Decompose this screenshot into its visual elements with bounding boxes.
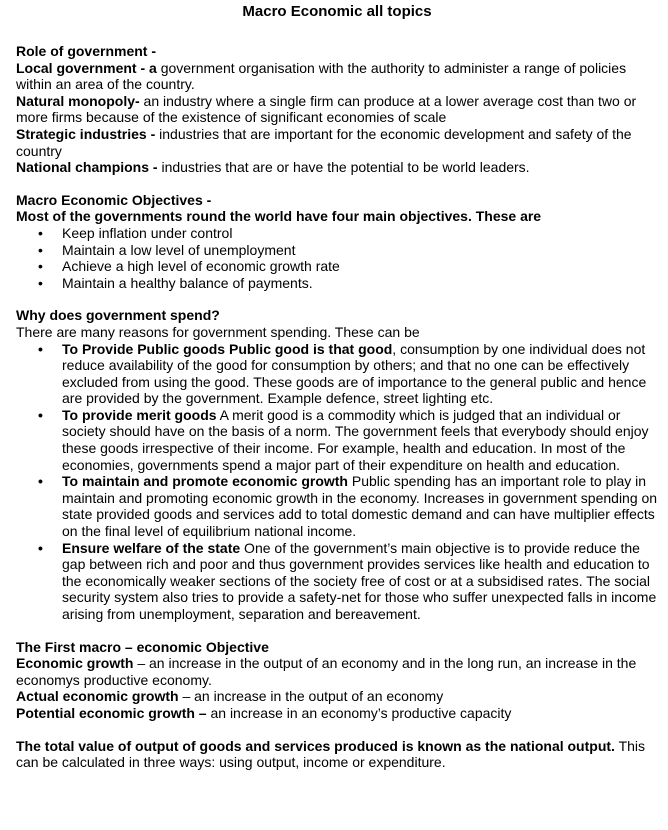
- reason-text: One of the government’s main objective is to provide reduce the gap between rich and poor and thus government provides services like health and education to the economically weaker sections of the society free of cost or at a subsidised rates. The social security system also tries to provide a safety-net for those who suffer unexpected falls in income arising from unemployment, separation and bereavement.: [62, 539, 657, 622]
- document-title: Macro Economic all topics: [242, 3, 432, 20]
- definition-strategic-industries: [16, 126, 658, 159]
- definition-text: industries that are important for the economic development and safety of the country: [16, 125, 632, 159]
- definition-term: Actual economic growth: [16, 688, 179, 705]
- definition-text: an industry where a single firm can produce at a lower average cost than two or more firms because of the existence of significant economies of scale: [16, 92, 637, 126]
- definition-natural-monopoly: [16, 93, 658, 126]
- list-item: [16, 473, 658, 539]
- reason-term: To maintain and promote economic growth: [62, 473, 348, 490]
- definition-local-government: [16, 60, 658, 93]
- objectives-heading: Macro Economic Objectives -: [16, 191, 212, 208]
- definition-economic-growth: [16, 655, 658, 688]
- national-output-text: This can be calculated in three ways: using output, income or expenditure.: [16, 737, 646, 771]
- definition-term: Local government - a: [16, 59, 157, 76]
- national-output-paragraph: [16, 738, 658, 771]
- list-item: • Keep inflation under control: [16, 225, 658, 242]
- objectives-intro: Most of the governments round the world have four main objectives. These are: [16, 208, 542, 225]
- first-objective-heading: The First macro – economic Objective: [16, 638, 269, 655]
- definition-text: – an increase in the output of an economy and in the long run, an increase in the economys productive economy.: [16, 655, 637, 688]
- reason-term: Ensure welfare of the state: [62, 539, 241, 556]
- definition-term: Potential economic growth –: [16, 704, 207, 721]
- definition-term: Economic growth: [16, 655, 134, 672]
- reason-text: , consumption by one individual does not reduce availability of the good for consumption by others; and that no one can be effectively excluded from using the good. These goods are of importance to the general public and hence are provided by the government. Example defence, street lighting etc.: [62, 340, 647, 407]
- definition-actual-growth: [16, 688, 658, 705]
- reason-text: Public spending has an important role to play in maintain and promoting economic growth in the economy. Increases in government spending on state provided goods and services add to total domestic demand and can have multiplier effects on the final level of equilibrium national income.: [62, 473, 658, 540]
- objectives-list: [16, 225, 658, 291]
- national-output-term: The total value of output of goods and services produced is known as the national output.: [16, 737, 615, 754]
- definition-potential-growth: [16, 705, 658, 722]
- reason-term: To provide merit goods: [62, 406, 217, 423]
- spend-reasons-list: [16, 341, 658, 623]
- definition-term: National champions -: [16, 159, 158, 176]
- spend-intro: There are many reasons for government spending. These can be: [16, 323, 420, 340]
- definition-text: an increase in an economy’s productive capacity: [206, 704, 512, 721]
- reason-term: To Provide Public goods Public good is that good: [62, 340, 393, 357]
- definition-text: government organisation with the authority to administer a range of policies within an area of the country.: [16, 59, 627, 93]
- role-heading: Role of government -: [16, 43, 157, 59]
- definition-text: industries that are or have the potential to be world leaders.: [157, 159, 530, 176]
- list-item: [16, 407, 658, 473]
- definition-national-champions: [16, 159, 658, 176]
- reason-text: A merit good is a commodity which is judged that an individual or society should have on the basis of a norm. The government feels that everybody should enjoy these goods irrespective of their income. For example, health and education. In most of the economies, governments spend a major part of their expenditure on health and education.: [62, 406, 649, 473]
- list-item: • Maintain a healthy balance of payments.: [16, 275, 658, 292]
- spend-heading: Why does government spend?: [16, 307, 220, 324]
- list-item: • Maintain a low level of unemployment: [16, 242, 658, 259]
- list-item: • Achieve a high level of economic growth rate: [16, 258, 658, 275]
- definition-term: Natural monopoly-: [16, 92, 140, 109]
- list-item: [16, 341, 658, 407]
- definition-text: – an increase in the output of an economy: [178, 688, 444, 705]
- definition-term: Strategic industries -: [16, 125, 156, 142]
- list-item: [16, 540, 658, 623]
